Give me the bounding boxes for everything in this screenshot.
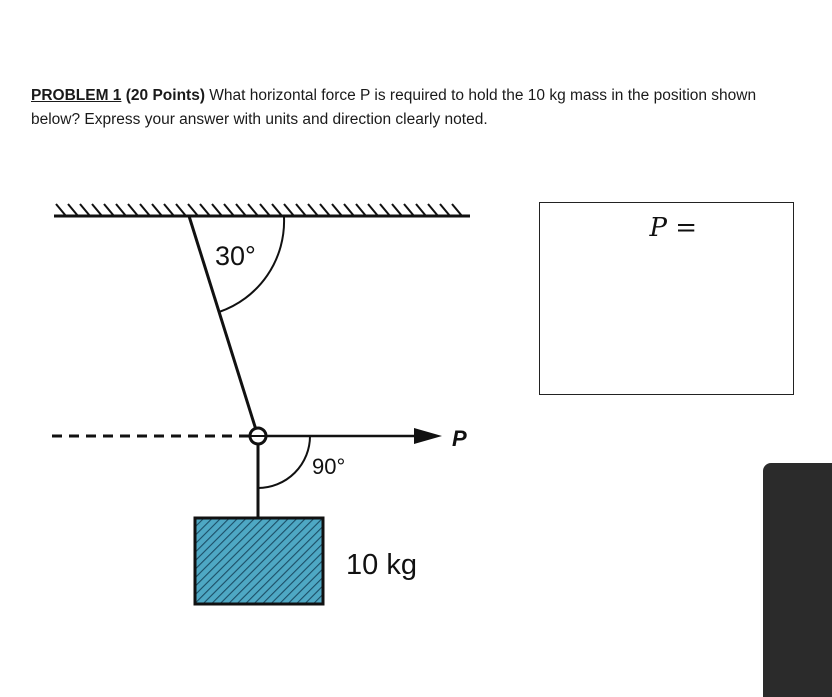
answer-label bbox=[649, 213, 697, 243]
force-arrowhead bbox=[414, 428, 442, 444]
ceiling-hatch-mark bbox=[68, 204, 78, 216]
ceiling-hatch-mark bbox=[440, 204, 450, 216]
angle-label-90: 90° bbox=[312, 454, 346, 479]
ceiling-hatch-mark bbox=[332, 204, 342, 216]
ceiling-hatch-mark bbox=[188, 204, 198, 216]
ceiling-hatch-mark bbox=[368, 204, 378, 216]
ceiling-hatch-mark bbox=[260, 204, 270, 216]
ceiling-hatch-mark bbox=[308, 204, 318, 216]
ceiling-hatch-mark bbox=[320, 204, 330, 216]
angle-label-30: 30° bbox=[215, 241, 256, 271]
force-label: P bbox=[452, 426, 467, 451]
ceiling-hatch-mark bbox=[212, 204, 222, 216]
ceiling-hatch-mark bbox=[284, 204, 294, 216]
side-panel bbox=[763, 463, 832, 697]
ceiling-hatch-mark bbox=[80, 204, 90, 216]
ceiling-hatch-mark bbox=[140, 204, 150, 216]
problem-points: (20 Points) bbox=[125, 87, 205, 104]
ceiling-hatch-mark bbox=[92, 204, 102, 216]
ceiling-hatch-mark bbox=[404, 204, 414, 216]
mass-block bbox=[195, 518, 323, 604]
ceiling-hatch-mark bbox=[224, 204, 234, 216]
angle-arc-90 bbox=[258, 436, 310, 488]
ceiling-hatch-mark bbox=[344, 204, 354, 216]
ceiling-hatch-mark bbox=[56, 204, 66, 216]
ceiling-hatch-mark bbox=[452, 204, 462, 216]
ceiling-hatch-mark bbox=[296, 204, 306, 216]
ceiling-hatch-mark bbox=[128, 204, 138, 216]
ceiling-hatch-mark bbox=[152, 204, 162, 216]
mass-label: 10 kg bbox=[346, 549, 417, 581]
ceiling-hatch-mark bbox=[116, 204, 126, 216]
ceiling-hatch-mark bbox=[356, 204, 366, 216]
ceiling-hatch-mark bbox=[392, 204, 402, 216]
problem-text: What horizontal force P is required to hold the 10 kg mass in the position shown below? Express your answer with units and direction clearly noted. bbox=[31, 87, 757, 128]
ceiling-hatch-mark bbox=[416, 204, 426, 216]
ceiling-hatch-mark bbox=[428, 204, 438, 216]
ceiling-hatch-mark bbox=[272, 204, 282, 216]
ceiling bbox=[54, 204, 470, 216]
ceiling-hatch-mark bbox=[248, 204, 258, 216]
answer-variable: P bbox=[649, 213, 667, 243]
ceiling-hatch-mark bbox=[200, 204, 210, 216]
answer-box[interactable] bbox=[539, 202, 794, 395]
ceiling-hatch-mark bbox=[104, 204, 114, 216]
ceiling-hatch-mark bbox=[176, 204, 186, 216]
problem-number: PROBLEM 1 bbox=[31, 87, 122, 104]
answer-equals: = bbox=[666, 213, 697, 243]
ceiling-hatch-mark bbox=[236, 204, 246, 216]
ceiling-hatch-mark bbox=[380, 204, 390, 216]
ceiling-hatch-mark bbox=[164, 204, 174, 216]
